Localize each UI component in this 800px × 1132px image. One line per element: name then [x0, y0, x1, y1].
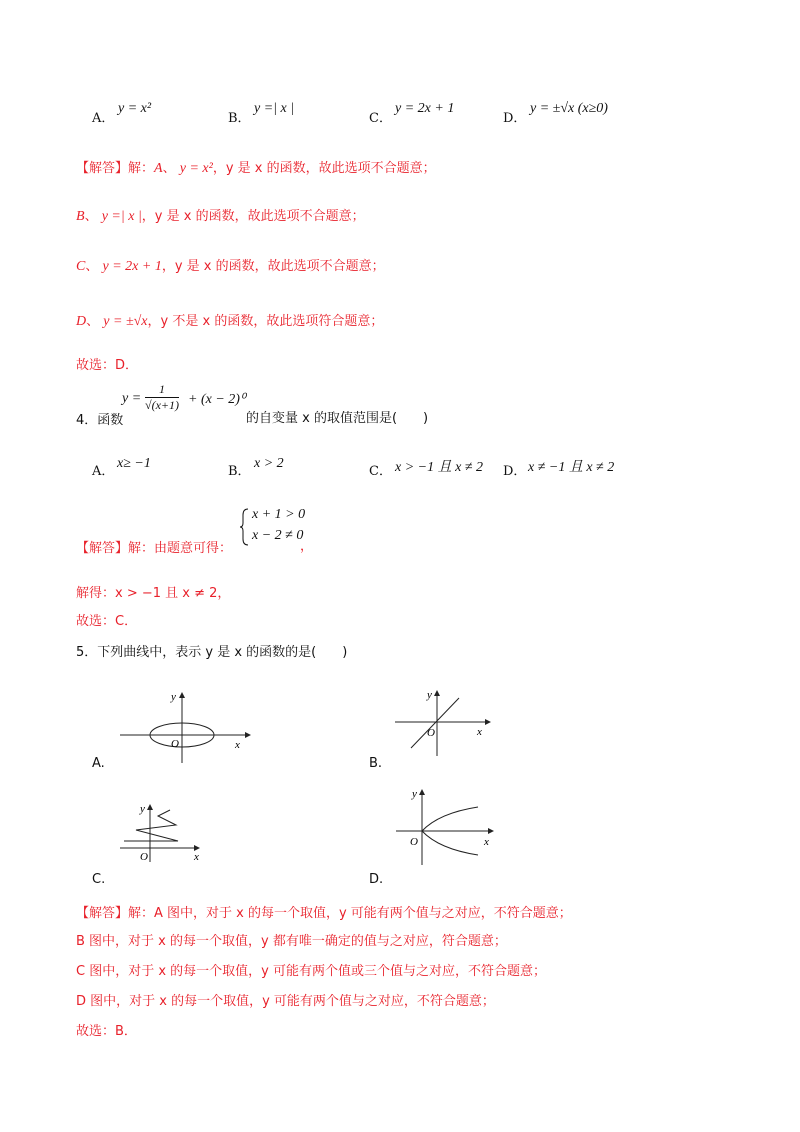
- expr: y =| x |: [101, 209, 142, 224]
- q4-option-a-letter: A．: [92, 464, 115, 479]
- q4-option-d-letter: D．: [503, 464, 527, 479]
- q4-solve: 解得：x > −1 且 x ≠ 2，: [76, 586, 231, 601]
- origin-label: O: [410, 836, 418, 848]
- separator: 、: [86, 314, 100, 329]
- answer-prefix: 【解答】解：: [76, 161, 155, 176]
- q4-option-d-expr: x ≠ −1 且 x ≠ 2: [528, 460, 615, 475]
- q4-fraction-den: √(x+1): [145, 398, 180, 412]
- q4-fraction: [145, 382, 179, 413]
- y-arrow-icon: [147, 804, 153, 810]
- graph-b: [393, 688, 493, 758]
- origin-label: O: [427, 727, 435, 739]
- graph-d: [394, 785, 504, 870]
- axis-x-label: x: [194, 851, 199, 863]
- q4-brace: [240, 507, 250, 547]
- expr: y = 2x + 1: [102, 259, 162, 274]
- axis-x-label: x: [235, 739, 240, 751]
- q3-option-b-letter: B．: [228, 111, 251, 126]
- x-arrow-icon: [245, 732, 251, 738]
- q5-answer-line-b: B 图中，对于 x 的每一个取值，y 都有唯一确定的值与之对应，符合题意；: [76, 934, 507, 949]
- axis-y-label: y: [427, 689, 432, 701]
- q4-choice: 故选：C．: [76, 614, 138, 629]
- q3-option-c-letter: C．: [369, 111, 392, 126]
- expr: y = x²: [179, 161, 213, 176]
- axis-y-label: y: [171, 691, 176, 703]
- origin-label: O: [140, 851, 148, 863]
- option-letter: A: [154, 161, 163, 176]
- zigzag-curve: [124, 810, 178, 841]
- line-text: ，y 是 x 的函数，故此选项不合题意；: [141, 209, 365, 224]
- q4-answer-prefix: 【解答】解：由题意可得：: [76, 541, 233, 556]
- expr: y = ±√x: [103, 314, 148, 329]
- q4-stem-tail: 的自变量 x 的取值范围是( ): [246, 411, 429, 426]
- y-arrow-icon: [434, 690, 440, 696]
- origin-label: O: [171, 738, 179, 750]
- q5-answer-line-c: C 图中，对于 x 的每一个取值，y 可能有两个值或三个值与之对应，不符合题意；: [76, 964, 546, 979]
- separator: 、: [85, 259, 99, 274]
- q4-option-c-letter: C．: [369, 464, 392, 479]
- y-arrow-icon: [179, 692, 185, 698]
- option-letter: C: [76, 259, 86, 274]
- graph-c: [118, 800, 208, 870]
- x-arrow-icon: [485, 719, 491, 725]
- q3-answer-line-d: [76, 310, 383, 330]
- q3-option-d-letter: D．: [503, 111, 527, 126]
- q3-answer-line-b: [76, 205, 365, 225]
- lower-branch-curve: [422, 831, 478, 855]
- q4-system-comma: ，: [300, 539, 314, 554]
- straight-line-curve: [411, 698, 459, 748]
- q3-option-a-letter: A．: [92, 111, 115, 126]
- x-arrow-icon: [488, 828, 494, 834]
- option-letter: B: [76, 209, 85, 224]
- q4-y-equals: y =: [122, 391, 142, 406]
- q4-option-b-letter: B．: [228, 464, 251, 479]
- q4-system-line2: x − 2 ≠ 0: [252, 528, 304, 543]
- q5-choice: 故选：B．: [76, 1024, 137, 1039]
- graph-b-label: B.: [369, 756, 383, 771]
- q3-answer-line-a: [76, 157, 436, 177]
- q4-expr-tail: + (x − 2)⁰: [188, 392, 246, 407]
- y-arrow-icon: [419, 789, 425, 795]
- q3-choice: 故选：D．: [76, 358, 139, 373]
- q3-option-b-expr: y =| x |: [254, 101, 295, 116]
- q3-option-a-expr: y = x²: [118, 101, 152, 116]
- q5-stem: 5．下列曲线中，表示 y 是 x 的函数的是( ): [76, 645, 348, 660]
- q4-fraction-num: 1: [145, 382, 179, 398]
- q4-option-a-expr: x≥ −1: [117, 456, 151, 471]
- q3-answer-line-c: [76, 255, 385, 275]
- graph-a: [115, 688, 255, 768]
- q4-option-b-expr: x > 2: [254, 456, 284, 471]
- upper-branch-curve: [422, 807, 478, 831]
- q3-option-c-expr: y = 2x + 1: [395, 101, 455, 116]
- line-text: ，y 不是 x 的函数，故此选项符合题意；: [147, 314, 384, 329]
- q4-number: 4．函数: [76, 413, 124, 428]
- q4-system-line1: x + 1 > 0: [252, 507, 306, 522]
- q5-answer-line-a: 【解答】解：A 图中，对于 x 的每一个取值，y 可能有两个值与之对应，不符合题意；: [76, 906, 572, 921]
- q4-option-c-expr: x > −1 且 x ≠ 2: [395, 460, 484, 475]
- axis-y-label: y: [140, 803, 145, 815]
- axis-x-label: x: [477, 726, 482, 738]
- option-letter: D: [76, 314, 87, 329]
- q3-option-d-expr: y = ±√x (x≥0): [530, 101, 608, 116]
- graph-a-label: A.: [92, 756, 105, 771]
- graph-c-label: C.: [92, 872, 106, 887]
- axis-y-label: y: [412, 788, 417, 800]
- line-text: ，y 是 x 的函数，故此选项不合题意；: [212, 161, 436, 176]
- separator: 、: [84, 209, 98, 224]
- line-text: ，y 是 x 的函数，故此选项不合题意；: [161, 259, 385, 274]
- axis-x-label: x: [484, 836, 489, 848]
- separator: 、: [162, 161, 176, 176]
- q5-answer-line-d: D 图中，对于 x 的每一个取值，y 可能有两个值与之对应，不符合题意；: [76, 994, 495, 1009]
- graph-d-label: D.: [369, 872, 384, 887]
